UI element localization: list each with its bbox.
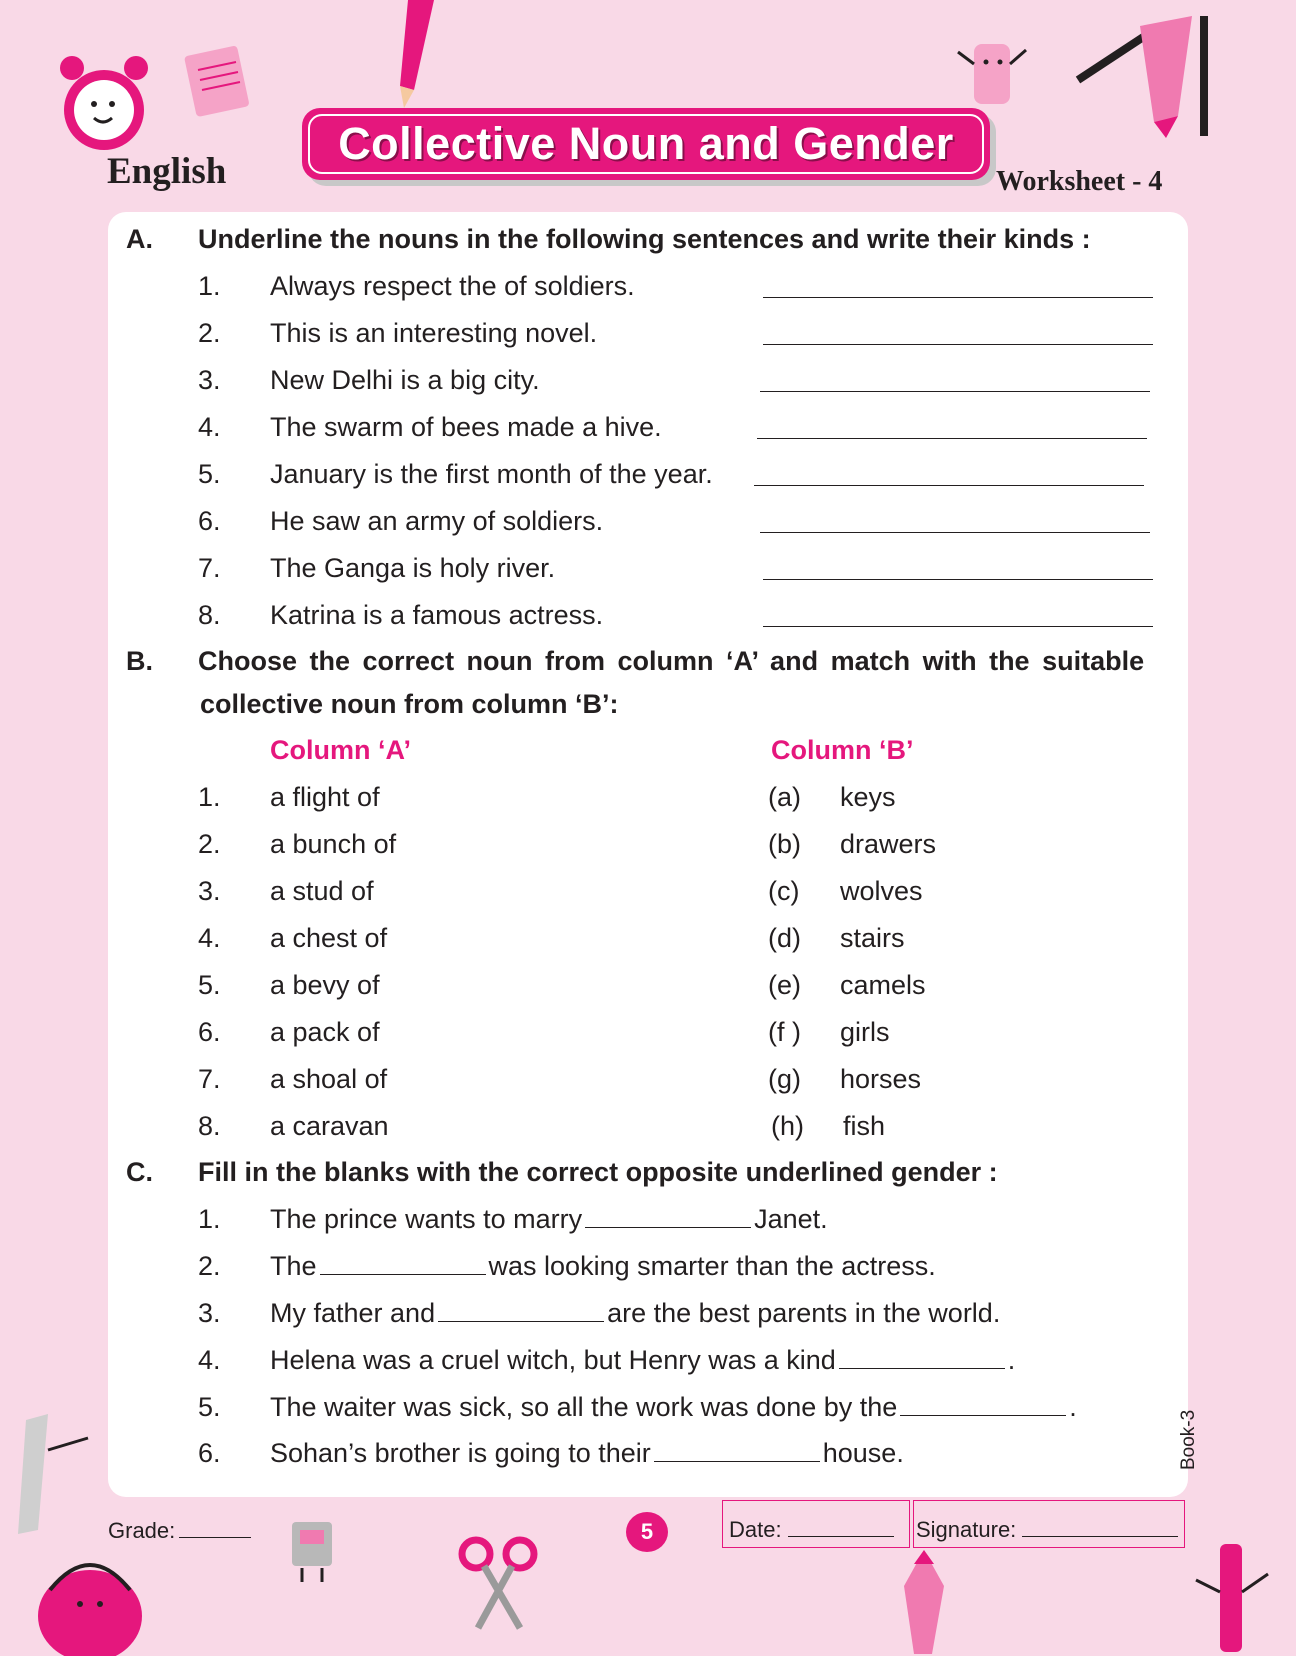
row-number: 7. (198, 1064, 221, 1094)
sentence-start: The (270, 1251, 317, 1281)
fill-blank[interactable] (438, 1295, 604, 1322)
sentence-end: are the best parents in the world. (607, 1298, 1001, 1328)
row-number: 4. (198, 923, 221, 953)
option-letter: (c) (768, 876, 800, 906)
item-sentence (270, 1433, 904, 1473)
item-number: 4. (198, 412, 221, 442)
table-row (0, 1012, 1296, 1052)
fill-blank[interactable] (585, 1201, 751, 1228)
table-row (0, 1059, 1296, 1099)
table-row (0, 918, 1296, 958)
option-letter: (d) (768, 923, 801, 953)
sentence-start: My father and (270, 1298, 436, 1328)
item-sentence: The Ganga is holy river. (270, 553, 556, 583)
column-a-value: a stud of (270, 876, 374, 906)
list-item (0, 407, 1296, 447)
sentence-start: Helena was a cruel witch, but Henry was a kind (270, 1345, 836, 1375)
item-number: 6. (198, 1438, 221, 1468)
pencil-character-icon (884, 1546, 964, 1656)
row-number: 8. (198, 1111, 221, 1141)
section-letter: C. (126, 1157, 153, 1187)
fill-blank[interactable] (900, 1389, 1066, 1416)
column-b-value: camels (840, 970, 926, 1000)
date-line (788, 1518, 894, 1537)
section-letter: B. (126, 646, 153, 676)
ruler-pencil-icon (1074, 6, 1214, 146)
list-item (0, 595, 1296, 635)
signature-field (916, 1517, 1178, 1543)
table-row (0, 1106, 1296, 1146)
table-row (0, 965, 1296, 1005)
sentence-end: . (1007, 1345, 1016, 1375)
fill-blank[interactable] (320, 1248, 486, 1275)
item-number: 2. (198, 318, 221, 348)
date-label: Date: (729, 1517, 782, 1542)
signature-line (1022, 1518, 1178, 1537)
answer-line[interactable] (763, 548, 1153, 580)
book-label: Book-3 (1178, 1409, 1199, 1470)
item-sentence: He saw an army of soldiers. (270, 506, 604, 536)
item-sentence: Katrina is a famous actress. (270, 600, 604, 630)
item-sentence (270, 1199, 828, 1239)
row-number: 5. (198, 970, 221, 1000)
item-sentence: Always respect the of soldiers. (270, 271, 635, 301)
section-b-heading (0, 641, 1296, 681)
list-item (0, 1199, 1296, 1239)
table-row (0, 871, 1296, 911)
title-banner (302, 108, 990, 180)
answer-line[interactable] (763, 313, 1153, 345)
list-item (0, 548, 1296, 588)
fill-blank[interactable] (654, 1435, 820, 1462)
grade-line (179, 1519, 251, 1538)
section-instruction-cont: collective noun from column ‘B’: (200, 689, 619, 719)
item-sentence: New Delhi is a big city. (270, 365, 540, 395)
item-number: 3. (198, 1298, 221, 1328)
item-number: 2. (198, 1251, 221, 1281)
list-item (0, 501, 1296, 541)
eraser-icon (952, 36, 1032, 116)
pencil-icon (378, 0, 448, 110)
answer-line[interactable] (763, 595, 1153, 627)
page-number-badge: 5 (626, 1512, 668, 1552)
column-a-value: a caravan (270, 1111, 389, 1141)
item-number: 6. (198, 506, 221, 536)
option-letter: (e) (768, 970, 801, 1000)
signature-label: Signature: (916, 1517, 1017, 1542)
list-item (0, 1433, 1296, 1473)
item-sentence: This is an interesting novel. (270, 318, 598, 348)
answer-line[interactable] (760, 360, 1150, 392)
signature-box[interactable] (913, 1500, 1185, 1548)
option-letter: (f ) (768, 1017, 801, 1047)
list-item (0, 1293, 1296, 1333)
column-headings (0, 730, 1296, 770)
scissors-icon (454, 1532, 544, 1632)
item-sentence: The swarm of bees made a hive. (270, 412, 662, 442)
option-letter: (h) (771, 1111, 804, 1141)
row-number: 2. (198, 829, 221, 859)
sentence-end: Janet. (754, 1204, 828, 1234)
column-a-value: a bevy of (270, 970, 380, 1000)
section-instruction: Underline the nouns in the following sentences and write their kinds : (198, 224, 1091, 254)
row-number: 6. (198, 1017, 221, 1047)
list-item (0, 1246, 1296, 1286)
section-instruction: Fill in the blanks with the correct opposite underlined gender : (198, 1157, 998, 1187)
sentence-end: . (1069, 1392, 1077, 1422)
column-a-heading: Column ‘A’ (270, 735, 411, 765)
sentence-start: The prince wants to marry (270, 1204, 583, 1234)
answer-line[interactable] (757, 407, 1147, 439)
item-number: 1. (198, 271, 221, 301)
column-b-value: keys (840, 782, 896, 812)
answer-line[interactable] (763, 266, 1153, 298)
item-number: 1. (198, 1204, 221, 1234)
sentence-end: house. (822, 1438, 904, 1468)
section-b-heading-cont (0, 684, 1296, 724)
item-sentence (270, 1387, 1077, 1427)
alarm-clock-icon (52, 40, 152, 160)
answer-line[interactable] (760, 501, 1150, 533)
worksheet-number: Worksheet - 4 (996, 166, 1163, 197)
list-item (0, 313, 1296, 353)
item-sentence (270, 1340, 1015, 1380)
item-number: 8. (198, 600, 221, 630)
item-sentence (270, 1246, 936, 1286)
list-item (0, 266, 1296, 306)
section-a-heading (0, 219, 1296, 259)
section-letter: A. (126, 224, 153, 254)
column-a-value: a flight of (270, 782, 380, 812)
sentence-start: The waiter was sick, so all the work was done by the (270, 1392, 898, 1422)
sentence-end: was looking smarter than the actress. (488, 1251, 936, 1281)
list-item (0, 360, 1296, 400)
subject-label: English (107, 151, 227, 192)
table-row (0, 777, 1296, 817)
date-field (729, 1517, 894, 1543)
column-a-value: a pack of (270, 1017, 380, 1047)
column-b-heading: Column ‘B’ (771, 735, 914, 765)
column-b-value: stairs (840, 923, 905, 953)
section-c-heading (0, 1152, 1296, 1192)
item-number: 3. (198, 365, 221, 395)
column-b-value: wolves (840, 876, 923, 906)
column-a-value: a bunch of (270, 829, 397, 859)
bag-character-icon (20, 1520, 150, 1656)
pen-character-icon (1192, 1540, 1272, 1656)
answer-line[interactable] (754, 454, 1144, 486)
column-b-value: girls (840, 1017, 890, 1047)
column-b-value: drawers (840, 829, 937, 859)
fill-blank[interactable] (839, 1342, 1005, 1369)
table-row (0, 824, 1296, 864)
column-a-value: a chest of (270, 923, 388, 953)
grade-label: Grade: (108, 1518, 176, 1543)
item-number: 5. (198, 459, 221, 489)
option-letter: (g) (768, 1064, 801, 1094)
date-box[interactable] (722, 1500, 910, 1548)
item-sentence: January is the first month of the year. (270, 459, 713, 489)
column-b-value: horses (840, 1064, 922, 1094)
list-item (0, 1340, 1296, 1380)
item-number: 7. (198, 553, 221, 583)
item-sentence (270, 1293, 1000, 1333)
column-a-value: a shoal of (270, 1064, 388, 1094)
notebook-icon (178, 42, 258, 122)
sentence-start: Sohan’s brother is going to their (270, 1438, 651, 1468)
list-item (0, 1387, 1296, 1427)
list-item (0, 454, 1296, 494)
worksheet-title: Collective Noun and Gender (308, 114, 984, 174)
sharpener-icon (284, 1516, 344, 1586)
row-number: 3. (198, 876, 221, 906)
row-number: 1. (198, 782, 221, 812)
item-number: 5. (198, 1392, 221, 1422)
option-letter: (b) (768, 829, 801, 859)
column-b-value: fish (843, 1111, 886, 1141)
option-letter: (a) (768, 782, 801, 812)
item-number: 4. (198, 1345, 221, 1375)
section-instruction: Choose the correct noun from column ‘A’ and match with the suitable (198, 646, 1145, 676)
